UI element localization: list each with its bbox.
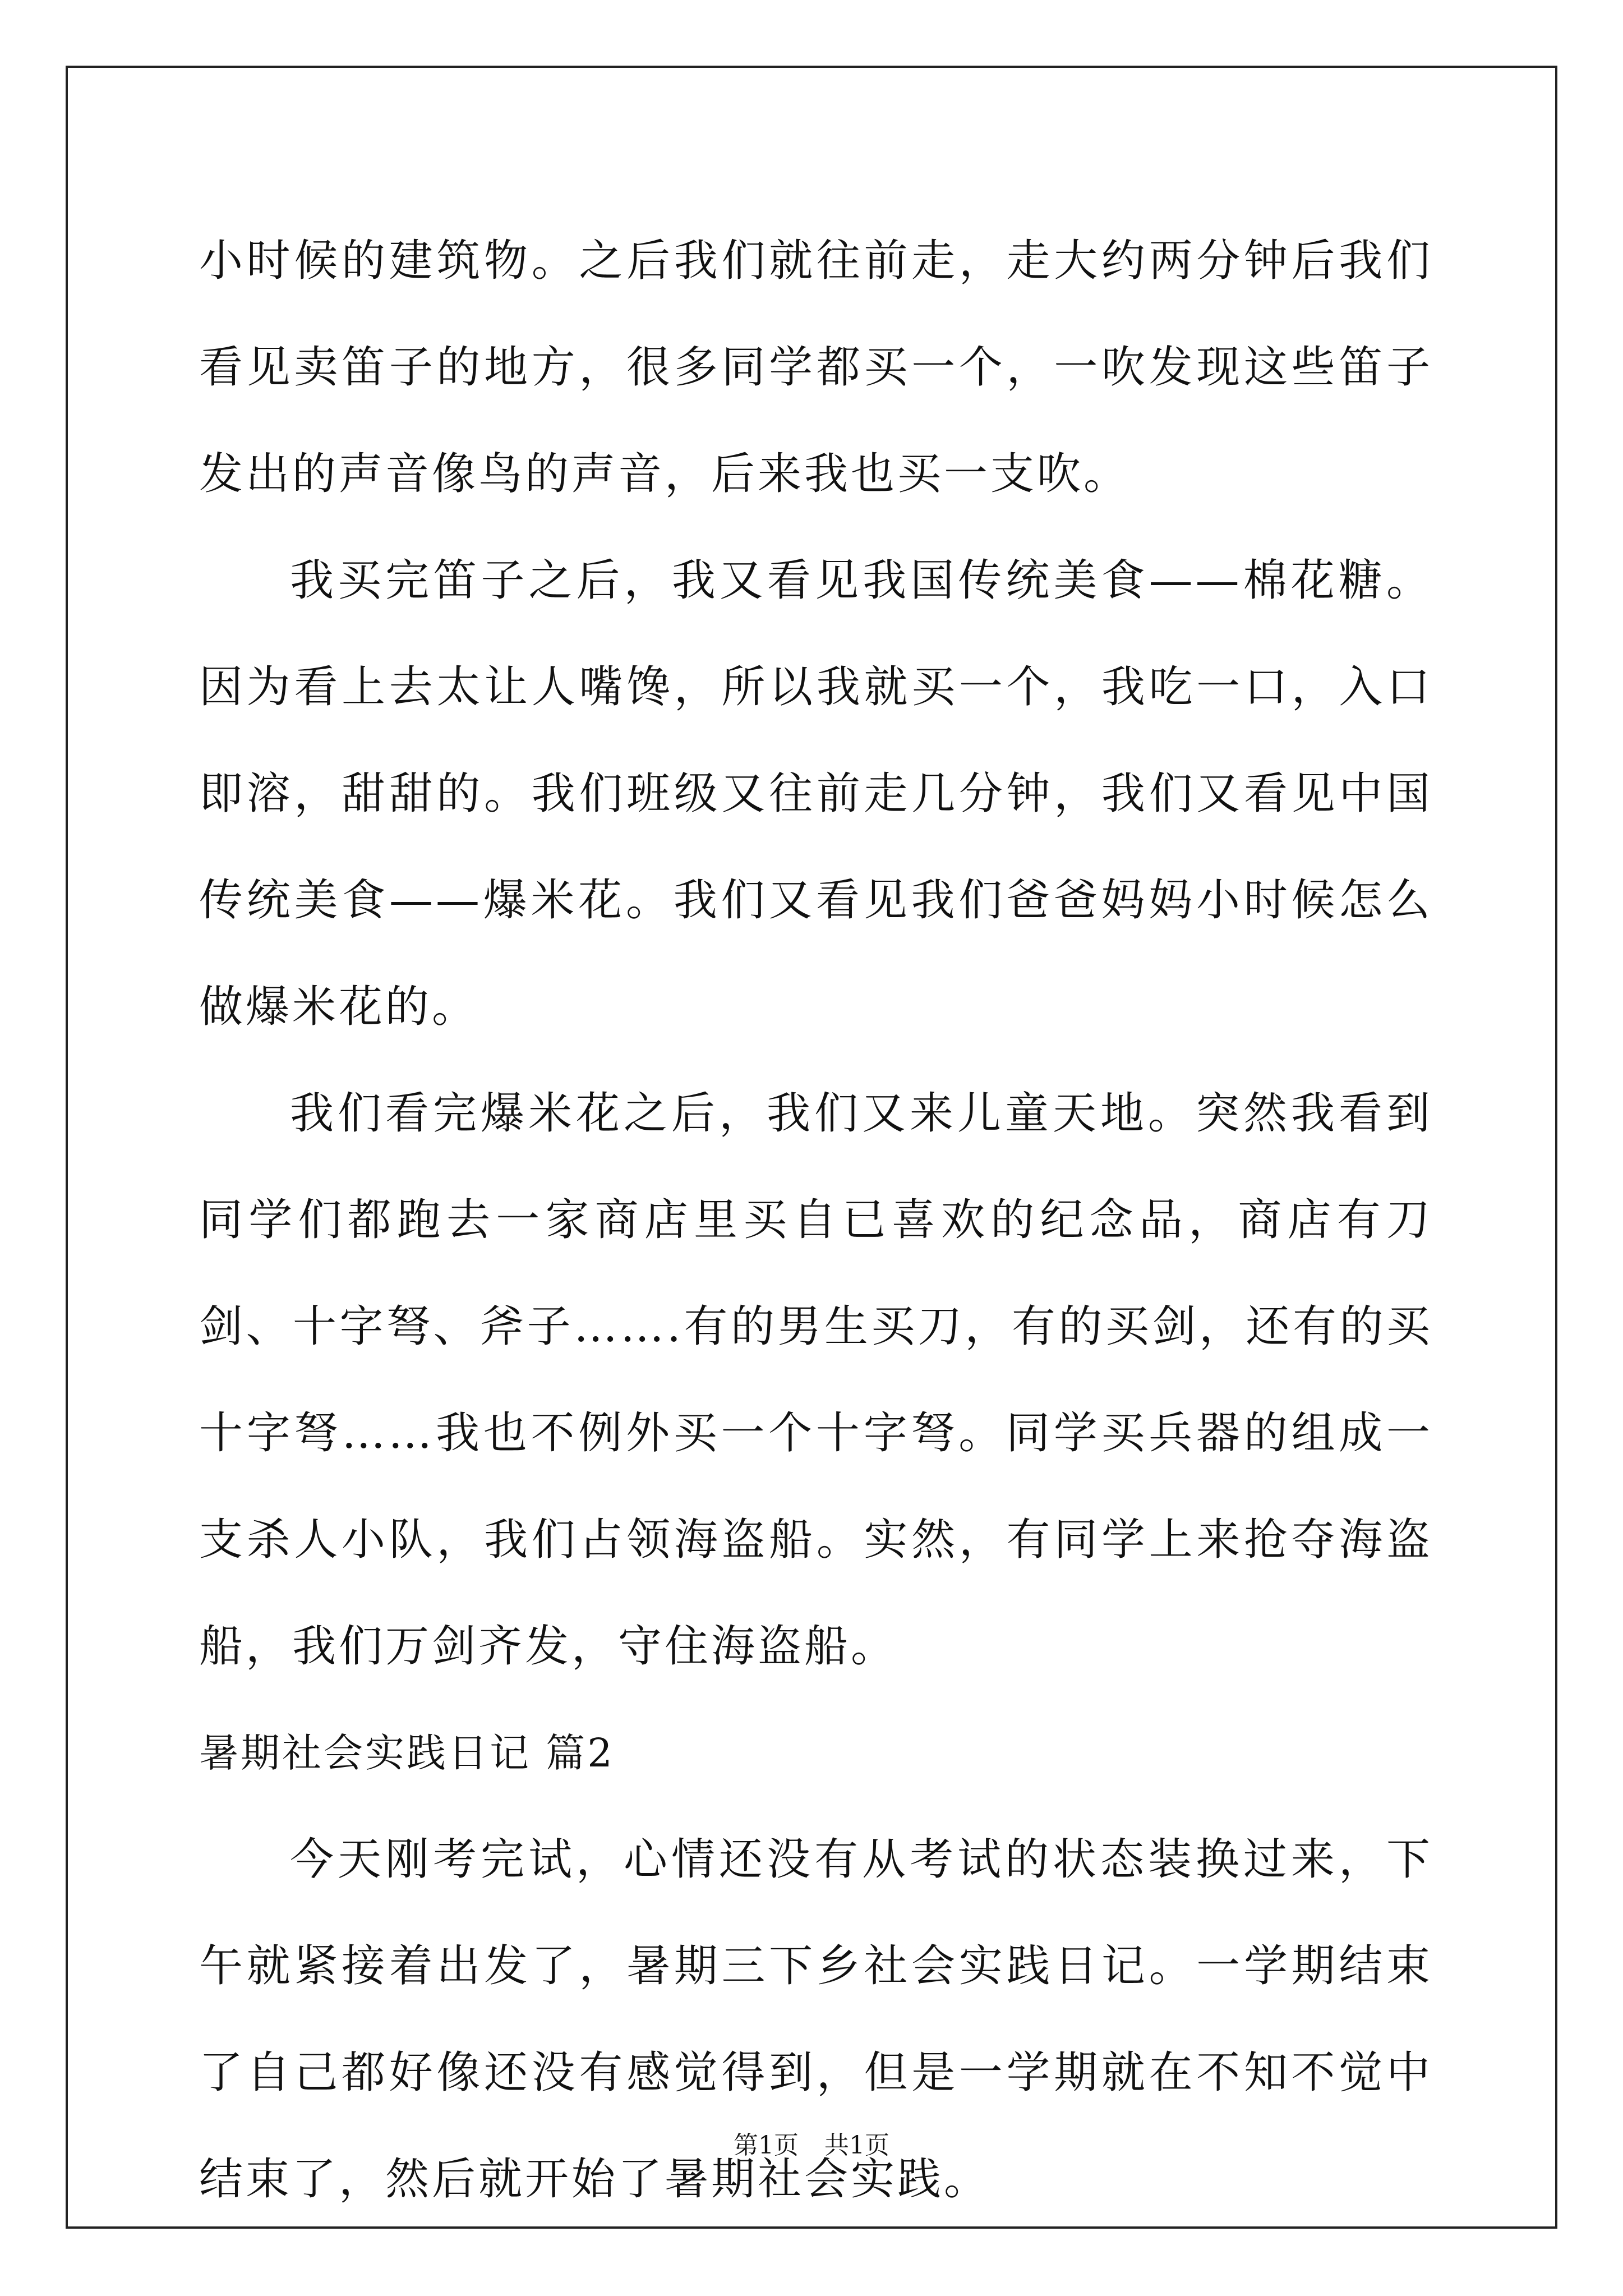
page-number: 第1页: [734, 2131, 799, 2160]
paragraph-4: 今天刚考完试，心情还没有从考试的状态装换过来，下午就紧接着出发了，暑期三下乡社会实践日记。一学期结束了自己都好像还没有感觉得到，但是一学期就在不知不觉中结束了，然后就开始了暑期社会实践。: [199, 1834, 1433, 2205]
section-heading: 暑期社会实践日记 篇2: [199, 1730, 615, 1776]
paragraph-1: 小时候的建筑物。之后我们就往前走，走大约两分钟后我们看见卖笛子的地方，很多同学都买一个，一吹发现这些笛子发出的声音像鸟的声音，后来我也买一支吹。: [199, 236, 1433, 499]
page-total: 共1页: [824, 2131, 889, 2160]
page-footer: [0, 2129, 1623, 2162]
document-body: [199, 208, 1433, 2233]
paragraph-2: 我买完笛子之后，我又看见我国传统美食——棉花糖。因为看上去太让人嘴馋，所以我就买一个，我吃一口，入口即溶，甜甜的。我们班级又往前走几分钟，我们又看见中国传统美食——爆米花。我们又看见我们爸爸妈妈小时候怎么做爆米花的。: [199, 555, 1433, 1032]
paragraph-3: 我们看完爆米花之后，我们又来儿童天地。突然我看到同学们都跑去一家商店里买自已喜欢的纪念品，商店有刀剑、十字弩、斧子…….有的男生买刀，有的买剑，还有的买十字弩……我也不例外买一个十字弩。同学买兵器的组成一支杀人小队，我们占领海盗船。实然，有同学上来抢夺海盗船，我们万剑齐发，守住海盗船。: [199, 1088, 1433, 1672]
